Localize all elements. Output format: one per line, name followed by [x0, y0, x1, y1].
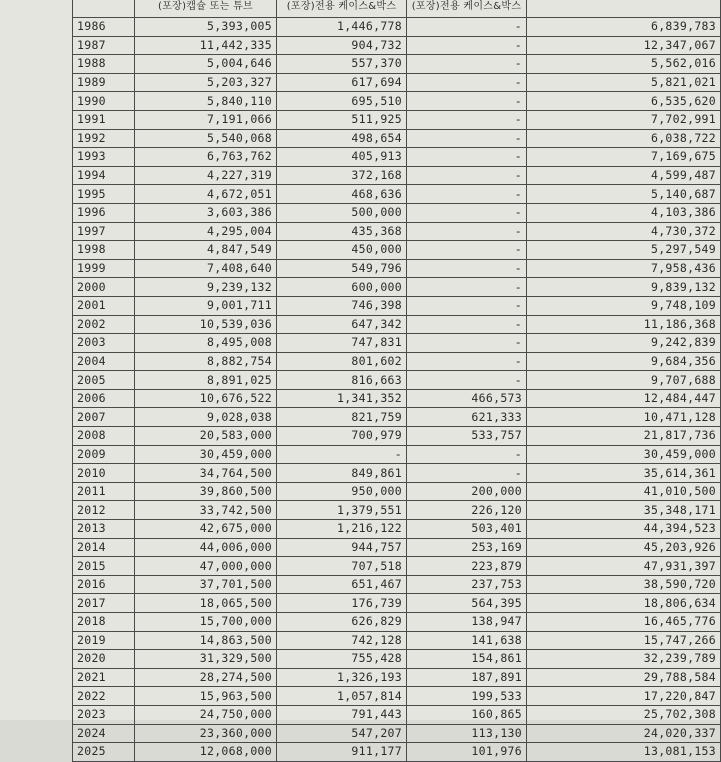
- year-cell: 1989: [73, 73, 135, 92]
- case-box-2-cell: -: [407, 296, 527, 315]
- total-cell: 15,747,266: [527, 631, 721, 650]
- total-cell: 7,169,675: [527, 148, 721, 167]
- case-box-cell: 1,057,814: [277, 687, 407, 706]
- year-cell: 1987: [73, 36, 135, 55]
- case-box-cell: 372,168: [277, 166, 407, 185]
- case-box-2-cell: 253,169: [407, 538, 527, 557]
- total-cell: 4,599,487: [527, 166, 721, 185]
- case-box-2-cell: -: [407, 55, 527, 74]
- case-box-cell: 500,000: [277, 203, 407, 222]
- case-box-2-cell: 154,861: [407, 650, 527, 669]
- year-cell: 1988: [73, 55, 135, 74]
- table-row: [73, 389, 721, 408]
- capsule-tube-cell: 14,863,500: [135, 631, 277, 650]
- year-cell: 2015: [73, 557, 135, 576]
- capsule-tube-cell: 24,750,000: [135, 705, 277, 724]
- case-box-cell: 498,654: [277, 129, 407, 148]
- year-cell: 2001: [73, 296, 135, 315]
- year-cell: 2010: [73, 464, 135, 483]
- case-box-cell: 647,342: [277, 315, 407, 334]
- total-cell: 4,103,386: [527, 203, 721, 222]
- case-box-2-cell: -: [407, 315, 527, 334]
- capsule-tube-cell: 15,700,000: [135, 613, 277, 632]
- capsule-tube-cell: 20,583,000: [135, 427, 277, 446]
- total-cell: 5,562,016: [527, 55, 721, 74]
- case-box-cell: 700,979: [277, 427, 407, 446]
- capsule-tube-cell: 7,408,640: [135, 259, 277, 278]
- case-box-2-cell: 226,120: [407, 501, 527, 520]
- total-cell: 12,347,067: [527, 36, 721, 55]
- table-row: [73, 334, 721, 353]
- table-row: [73, 427, 721, 446]
- case-box-2-cell: 223,879: [407, 557, 527, 576]
- total-cell: 18,806,634: [527, 594, 721, 613]
- total-cell: 30,459,000: [527, 445, 721, 464]
- capsule-tube-cell: 4,295,004: [135, 222, 277, 241]
- year-cell: 2006: [73, 389, 135, 408]
- total-cell: 38,590,720: [527, 575, 721, 594]
- capsule-tube-cell: 15,963,500: [135, 687, 277, 706]
- year-cell: 2021: [73, 668, 135, 687]
- capsule-tube-cell: 8,891,025: [135, 371, 277, 390]
- case-box-cell: 747,831: [277, 334, 407, 353]
- case-box-cell: 511,925: [277, 110, 407, 129]
- capsule-tube-cell: 3,603,386: [135, 203, 277, 222]
- table-row: [73, 501, 721, 520]
- case-box-cell: 707,518: [277, 557, 407, 576]
- capsule-tube-cell: 5,840,110: [135, 92, 277, 111]
- case-box-2-cell: 237,753: [407, 575, 527, 594]
- capsule-tube-cell: 5,004,646: [135, 55, 277, 74]
- case-box-2-cell: -: [407, 185, 527, 204]
- total-cell: 44,394,523: [527, 520, 721, 539]
- table-row: [73, 222, 721, 241]
- case-box-cell: 405,913: [277, 148, 407, 167]
- year-cell: 2004: [73, 352, 135, 371]
- case-box-2-cell: -: [407, 148, 527, 167]
- total-cell: 5,140,687: [527, 185, 721, 204]
- data-table: [72, 0, 721, 762]
- case-box-2-cell: -: [407, 92, 527, 111]
- capsule-tube-cell: 9,028,038: [135, 408, 277, 427]
- year-cell: 1996: [73, 203, 135, 222]
- year-cell: 1993: [73, 148, 135, 167]
- year-cell: 1994: [73, 166, 135, 185]
- capsule-tube-cell: 28,274,500: [135, 668, 277, 687]
- year-cell: 2009: [73, 445, 135, 464]
- case-box-cell: 617,694: [277, 73, 407, 92]
- total-cell: 9,242,839: [527, 334, 721, 353]
- table-row: [73, 352, 721, 371]
- capsule-tube-cell: 10,676,522: [135, 389, 277, 408]
- total-cell: 41,010,500: [527, 482, 721, 501]
- capsule-tube-cell: 5,393,005: [135, 18, 277, 37]
- total-cell: 35,614,361: [527, 464, 721, 483]
- capsule-tube-cell: 12,068,000: [135, 743, 277, 762]
- capsule-tube-cell: 34,764,500: [135, 464, 277, 483]
- table-row: [73, 668, 721, 687]
- case-box-2-cell: 113,130: [407, 724, 527, 743]
- table-row: [73, 538, 721, 557]
- capsule-tube-cell: 4,227,319: [135, 166, 277, 185]
- case-box-cell: 1,446,778: [277, 18, 407, 37]
- case-box-cell: 600,000: [277, 278, 407, 297]
- capsule-tube-cell: 42,675,000: [135, 520, 277, 539]
- total-cell: 21,817,736: [527, 427, 721, 446]
- header-total: [527, 0, 721, 18]
- table-row: [73, 166, 721, 185]
- year-cell: 2007: [73, 408, 135, 427]
- total-cell: 45,203,926: [527, 538, 721, 557]
- table-row: [73, 185, 721, 204]
- case-box-cell: 1,326,193: [277, 668, 407, 687]
- total-cell: 6,038,722: [527, 129, 721, 148]
- total-cell: 35,348,171: [527, 501, 721, 520]
- year-cell: 2023: [73, 705, 135, 724]
- case-box-2-cell: -: [407, 445, 527, 464]
- header-case-box-2: (포장)전용 케이스&박스: [407, 0, 527, 18]
- total-cell: 9,748,109: [527, 296, 721, 315]
- year-cell: 2024: [73, 724, 135, 743]
- capsule-tube-cell: 18,065,500: [135, 594, 277, 613]
- total-cell: 10,471,128: [527, 408, 721, 427]
- table-row: [73, 315, 721, 334]
- case-box-2-cell: -: [407, 352, 527, 371]
- table-row: [73, 55, 721, 74]
- total-cell: 7,702,991: [527, 110, 721, 129]
- table-row: [73, 445, 721, 464]
- case-box-cell: 816,663: [277, 371, 407, 390]
- case-box-cell: 1,379,551: [277, 501, 407, 520]
- capsule-tube-cell: 8,495,008: [135, 334, 277, 353]
- case-box-cell: 549,796: [277, 259, 407, 278]
- capsule-tube-cell: 39,860,500: [135, 482, 277, 501]
- case-box-cell: 1,216,122: [277, 520, 407, 539]
- total-cell: 6,535,620: [527, 92, 721, 111]
- year-cell: 1995: [73, 185, 135, 204]
- case-box-cell: 435,368: [277, 222, 407, 241]
- capsule-tube-cell: 9,001,711: [135, 296, 277, 315]
- year-cell: 2020: [73, 650, 135, 669]
- capsule-tube-cell: 37,701,500: [135, 575, 277, 594]
- table-row: [73, 129, 721, 148]
- year-cell: 2000: [73, 278, 135, 297]
- table-row: [73, 705, 721, 724]
- table-row: [73, 408, 721, 427]
- total-cell: 5,821,021: [527, 73, 721, 92]
- year-cell: 2008: [73, 427, 135, 446]
- case-box-2-cell: -: [407, 464, 527, 483]
- capsule-tube-cell: 47,000,000: [135, 557, 277, 576]
- year-cell: 2025: [73, 743, 135, 762]
- case-box-2-cell: -: [407, 222, 527, 241]
- year-cell: 2002: [73, 315, 135, 334]
- case-box-2-cell: -: [407, 371, 527, 390]
- table-row: [73, 613, 721, 632]
- capsule-tube-cell: 8,882,754: [135, 352, 277, 371]
- year-cell: 1992: [73, 129, 135, 148]
- total-cell: 9,707,688: [527, 371, 721, 390]
- case-box-2-cell: -: [407, 18, 527, 37]
- table-row: [73, 296, 721, 315]
- year-cell: 1986: [73, 18, 135, 37]
- case-box-cell: 801,602: [277, 352, 407, 371]
- case-box-cell: 695,510: [277, 92, 407, 111]
- case-box-2-cell: -: [407, 36, 527, 55]
- case-box-2-cell: -: [407, 110, 527, 129]
- table-row: [73, 575, 721, 594]
- year-cell: 2012: [73, 501, 135, 520]
- case-box-cell: 944,757: [277, 538, 407, 557]
- capsule-tube-cell: 4,672,051: [135, 185, 277, 204]
- capsule-tube-cell: 5,203,327: [135, 73, 277, 92]
- year-cell: 1999: [73, 259, 135, 278]
- case-box-cell: 557,370: [277, 55, 407, 74]
- total-cell: 9,684,356: [527, 352, 721, 371]
- case-box-2-cell: -: [407, 129, 527, 148]
- table-row: [73, 482, 721, 501]
- capsule-tube-cell: 5,540,068: [135, 129, 277, 148]
- case-box-cell: 904,732: [277, 36, 407, 55]
- header-year: [73, 0, 135, 18]
- case-box-2-cell: 101,976: [407, 743, 527, 762]
- case-box-2-cell: -: [407, 73, 527, 92]
- case-box-cell: 742,128: [277, 631, 407, 650]
- case-box-2-cell: 466,573: [407, 389, 527, 408]
- table-row: [73, 724, 721, 743]
- year-cell: 2013: [73, 520, 135, 539]
- year-cell: 1998: [73, 241, 135, 260]
- case-box-cell: 791,443: [277, 705, 407, 724]
- total-cell: 47,931,397: [527, 557, 721, 576]
- case-box-2-cell: 533,757: [407, 427, 527, 446]
- year-cell: 2017: [73, 594, 135, 613]
- year-cell: 2003: [73, 334, 135, 353]
- header-case-box: (포장)전용 케이스&박스: [277, 0, 407, 18]
- case-box-2-cell: 141,638: [407, 631, 527, 650]
- case-box-cell: 651,467: [277, 575, 407, 594]
- case-box-2-cell: 138,947: [407, 613, 527, 632]
- case-box-cell: 1,341,352: [277, 389, 407, 408]
- case-box-cell: -: [277, 445, 407, 464]
- capsule-tube-cell: 30,459,000: [135, 445, 277, 464]
- case-box-cell: 849,861: [277, 464, 407, 483]
- year-cell: 2011: [73, 482, 135, 501]
- case-box-2-cell: -: [407, 241, 527, 260]
- case-box-cell: 176,739: [277, 594, 407, 613]
- table-row: [73, 371, 721, 390]
- table-row: [73, 203, 721, 222]
- case-box-2-cell: -: [407, 278, 527, 297]
- table-row: [73, 743, 721, 762]
- table-row: [73, 148, 721, 167]
- table-row: [73, 278, 721, 297]
- capsule-tube-cell: 7,191,066: [135, 110, 277, 129]
- total-cell: 5,297,549: [527, 241, 721, 260]
- case-box-cell: 468,636: [277, 185, 407, 204]
- table-row: [73, 464, 721, 483]
- case-box-2-cell: 199,533: [407, 687, 527, 706]
- capsule-tube-cell: 23,360,000: [135, 724, 277, 743]
- table-row: [73, 92, 721, 111]
- case-box-2-cell: -: [407, 203, 527, 222]
- table-row: [73, 110, 721, 129]
- capsule-tube-cell: 10,539,036: [135, 315, 277, 334]
- capsule-tube-cell: 6,763,762: [135, 148, 277, 167]
- table-row: [73, 36, 721, 55]
- case-box-cell: 450,000: [277, 241, 407, 260]
- case-box-2-cell: -: [407, 259, 527, 278]
- case-box-cell: 746,398: [277, 296, 407, 315]
- total-cell: 6,839,783: [527, 18, 721, 37]
- table-row: [73, 73, 721, 92]
- year-cell: 1991: [73, 110, 135, 129]
- capsule-tube-cell: 31,329,500: [135, 650, 277, 669]
- year-cell: 1990: [73, 92, 135, 111]
- year-cell: 2016: [73, 575, 135, 594]
- total-cell: 16,465,776: [527, 613, 721, 632]
- case-box-cell: 755,428: [277, 650, 407, 669]
- capsule-tube-cell: 44,006,000: [135, 538, 277, 557]
- year-cell: 1997: [73, 222, 135, 241]
- total-cell: 4,730,372: [527, 222, 721, 241]
- total-cell: 13,081,153: [527, 743, 721, 762]
- total-cell: 11,186,368: [527, 315, 721, 334]
- case-box-2-cell: 187,891: [407, 668, 527, 687]
- table-row: [73, 18, 721, 37]
- case-box-cell: 821,759: [277, 408, 407, 427]
- table-row: [73, 241, 721, 260]
- year-cell: 2019: [73, 631, 135, 650]
- table-row: [73, 594, 721, 613]
- total-cell: 9,839,132: [527, 278, 721, 297]
- year-cell: 2022: [73, 687, 135, 706]
- capsule-tube-cell: 4,847,549: [135, 241, 277, 260]
- table-body: [73, 18, 721, 762]
- total-cell: 29,788,584: [527, 668, 721, 687]
- case-box-2-cell: 160,865: [407, 705, 527, 724]
- table-row: [73, 520, 721, 539]
- case-box-2-cell: -: [407, 334, 527, 353]
- table-row: [73, 631, 721, 650]
- year-cell: 2014: [73, 538, 135, 557]
- capsule-tube-cell: 9,239,132: [135, 278, 277, 297]
- table-row: [73, 259, 721, 278]
- capsule-tube-cell: 33,742,500: [135, 501, 277, 520]
- table-row: [73, 650, 721, 669]
- case-box-2-cell: 564,395: [407, 594, 527, 613]
- total-cell: 12,484,447: [527, 389, 721, 408]
- table-row: [73, 687, 721, 706]
- header-capsule-tube: (포장)캡슐 또는 튜브: [135, 0, 277, 18]
- case-box-2-cell: 621,333: [407, 408, 527, 427]
- table-row: [73, 557, 721, 576]
- case-box-cell: 950,000: [277, 482, 407, 501]
- total-cell: 24,020,337: [527, 724, 721, 743]
- case-box-cell: 911,177: [277, 743, 407, 762]
- case-box-2-cell: 503,401: [407, 520, 527, 539]
- case-box-cell: 626,829: [277, 613, 407, 632]
- capsule-tube-cell: 11,442,335: [135, 36, 277, 55]
- total-cell: 25,702,308: [527, 705, 721, 724]
- total-cell: 7,958,436: [527, 259, 721, 278]
- year-cell: 2005: [73, 371, 135, 390]
- case-box-2-cell: 200,000: [407, 482, 527, 501]
- case-box-2-cell: -: [407, 166, 527, 185]
- case-box-cell: 547,207: [277, 724, 407, 743]
- total-cell: 17,220,847: [527, 687, 721, 706]
- total-cell: 32,239,789: [527, 650, 721, 669]
- year-cell: 2018: [73, 613, 135, 632]
- header-row: [73, 0, 721, 18]
